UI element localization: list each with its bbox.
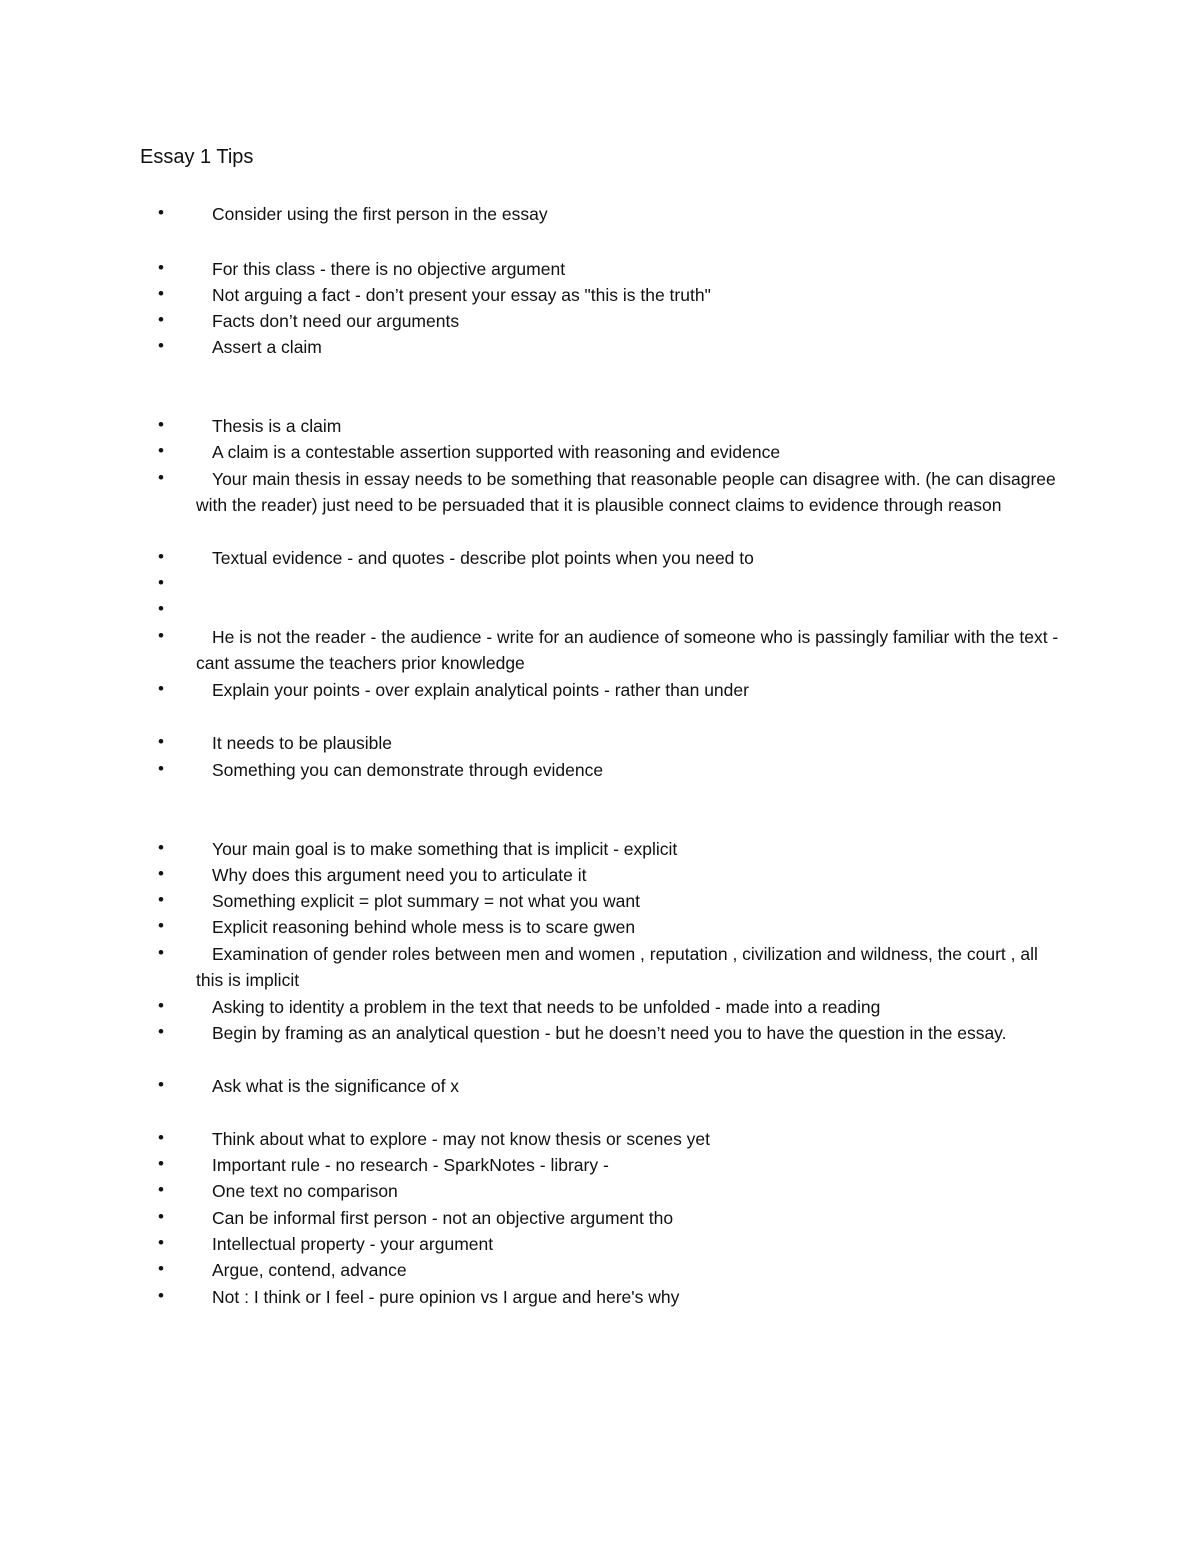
bullet-icon: • <box>158 626 164 645</box>
list-item-text: Not arguing a fact - don’t present your essay as "this is the truth" <box>212 285 711 305</box>
bullet-icon: • <box>158 599 164 618</box>
list-item <box>158 836 1066 862</box>
bullet-icon: • <box>158 203 164 222</box>
list-item-text: Something explicit = plot summary = not what you want <box>212 891 640 911</box>
list-item-text: Assert a claim <box>212 337 322 357</box>
bullet-icon: • <box>158 284 164 303</box>
list-item-text: A claim is a contestable assertion supported with reasoning and evidence <box>212 442 781 462</box>
bullet-icon: • <box>158 916 164 935</box>
list-item-text: Consider using the first person in the essay <box>212 204 548 224</box>
list-item <box>158 624 1066 676</box>
list-item-text: Explicit reasoning behind whole mess is to scare gwen <box>212 917 636 937</box>
bullet-icon: • <box>158 336 164 355</box>
bullet-icon: • <box>158 1180 164 1199</box>
bullet-icon: • <box>158 1154 164 1173</box>
list-item-text: Not : I think or I feel - pure opinion vs I argue and here's why <box>212 1287 680 1307</box>
bullet-icon: • <box>158 1259 164 1278</box>
list-item-text: Facts don’t need our arguments <box>212 311 460 331</box>
list-item-text: Textual evidence - and quotes - describe plot points when you need to <box>212 548 754 568</box>
bullet-icon: • <box>158 838 164 857</box>
list-item <box>158 862 1066 888</box>
list-item-text: Can be informal first person - not an objective argument tho <box>212 1208 674 1228</box>
bullet-icon: • <box>158 468 164 487</box>
list-item-text: One text no comparison <box>212 1181 398 1201</box>
bullet-icon: • <box>158 759 164 778</box>
list-item-text: Important rule - no research - SparkNotes - library - <box>212 1155 609 1175</box>
list-item <box>158 1126 1066 1152</box>
bullet-icon: • <box>158 679 164 698</box>
list-item-text: Intellectual property - your argument <box>212 1234 494 1254</box>
list-item-text: Asking to identity a problem in the text that needs to be unfolded - made into a reading <box>212 997 881 1017</box>
bullet-icon: • <box>158 1022 164 1041</box>
list-item <box>158 1205 1066 1231</box>
list-item <box>158 1284 1066 1310</box>
list-item <box>158 994 1066 1020</box>
list-item-text: Examination of gender roles between men and women , reputation , civilization and wildness, the court , all this is implicit <box>196 944 1038 990</box>
list-item-text: Think about what to explore - may not know thesis or scenes yet <box>212 1129 711 1149</box>
list-item <box>158 914 1066 940</box>
bullet-icon: • <box>158 310 164 329</box>
list-item-text: Why does this argument need you to articulate it <box>212 865 587 885</box>
bullet-icon: • <box>158 864 164 883</box>
list-item <box>158 677 1066 703</box>
bullet-icon: • <box>158 890 164 909</box>
list-item <box>158 282 1066 308</box>
document-title: Essay 1 Tips <box>140 146 254 168</box>
list-item-text: Thesis is a claim <box>212 416 342 436</box>
list-item <box>158 1020 1066 1046</box>
bullet-icon: • <box>158 441 164 460</box>
bullet-icon: • <box>158 1075 164 1094</box>
list-item <box>158 757 1066 783</box>
list-item <box>158 256 1066 282</box>
bullet-icon: • <box>158 943 164 962</box>
list-item <box>158 1073 1066 1099</box>
bullet-icon: • <box>158 547 164 566</box>
bullet-icon: • <box>158 1207 164 1226</box>
list-item-text: Ask what is the significance of x <box>212 1076 460 1096</box>
list-item <box>158 545 1066 571</box>
list-item <box>158 439 1066 465</box>
bullet-icon: • <box>158 415 164 434</box>
bullet-icon: • <box>158 732 164 751</box>
bullet-icon: • <box>158 573 164 592</box>
bullet-icon: • <box>158 1233 164 1252</box>
list-item-text: For this class - there is no objective argument <box>212 259 566 279</box>
list-item <box>158 466 1066 518</box>
list-item <box>158 308 1066 334</box>
list-item-text: Explain your points - over explain analytical points - rather than under <box>212 680 749 700</box>
list-item <box>158 334 1066 360</box>
list-item-text: Argue, contend, advance <box>212 1260 407 1280</box>
list-item-text: He is not the reader - the audience - write for an audience of someone who is passingly familiar with the text - cant assume the teachers prior knowledge <box>196 627 1059 673</box>
list-item-text: Something you can demonstrate through evidence <box>212 760 604 780</box>
bullet-icon: • <box>158 1128 164 1147</box>
bullet-icon: • <box>158 996 164 1015</box>
list-item <box>158 941 1066 993</box>
list-item <box>158 888 1066 914</box>
list-item-text: Begin by framing as an analytical question - but he doesn’t need you to have the question in the essay. <box>212 1023 1007 1043</box>
list-item-text: It needs to be plausible <box>212 733 392 753</box>
list-item <box>158 413 1066 439</box>
list-item-text: Your main goal is to make something that is implicit - explicit <box>212 839 678 859</box>
list-item <box>158 1152 1066 1178</box>
bullet-icon: • <box>158 1286 164 1305</box>
list-item-text: Your main thesis in essay needs to be something that reasonable people can disagree with. (he can disagree with the reader) just need to be persuaded that it is plausible connect claims to evidence through reason <box>196 469 1056 515</box>
list-item <box>158 1231 1066 1257</box>
bullet-icon: • <box>158 258 164 277</box>
list-item <box>158 1257 1066 1283</box>
list-item <box>158 201 1066 227</box>
list-item <box>158 730 1066 756</box>
list-item <box>158 1178 1066 1204</box>
